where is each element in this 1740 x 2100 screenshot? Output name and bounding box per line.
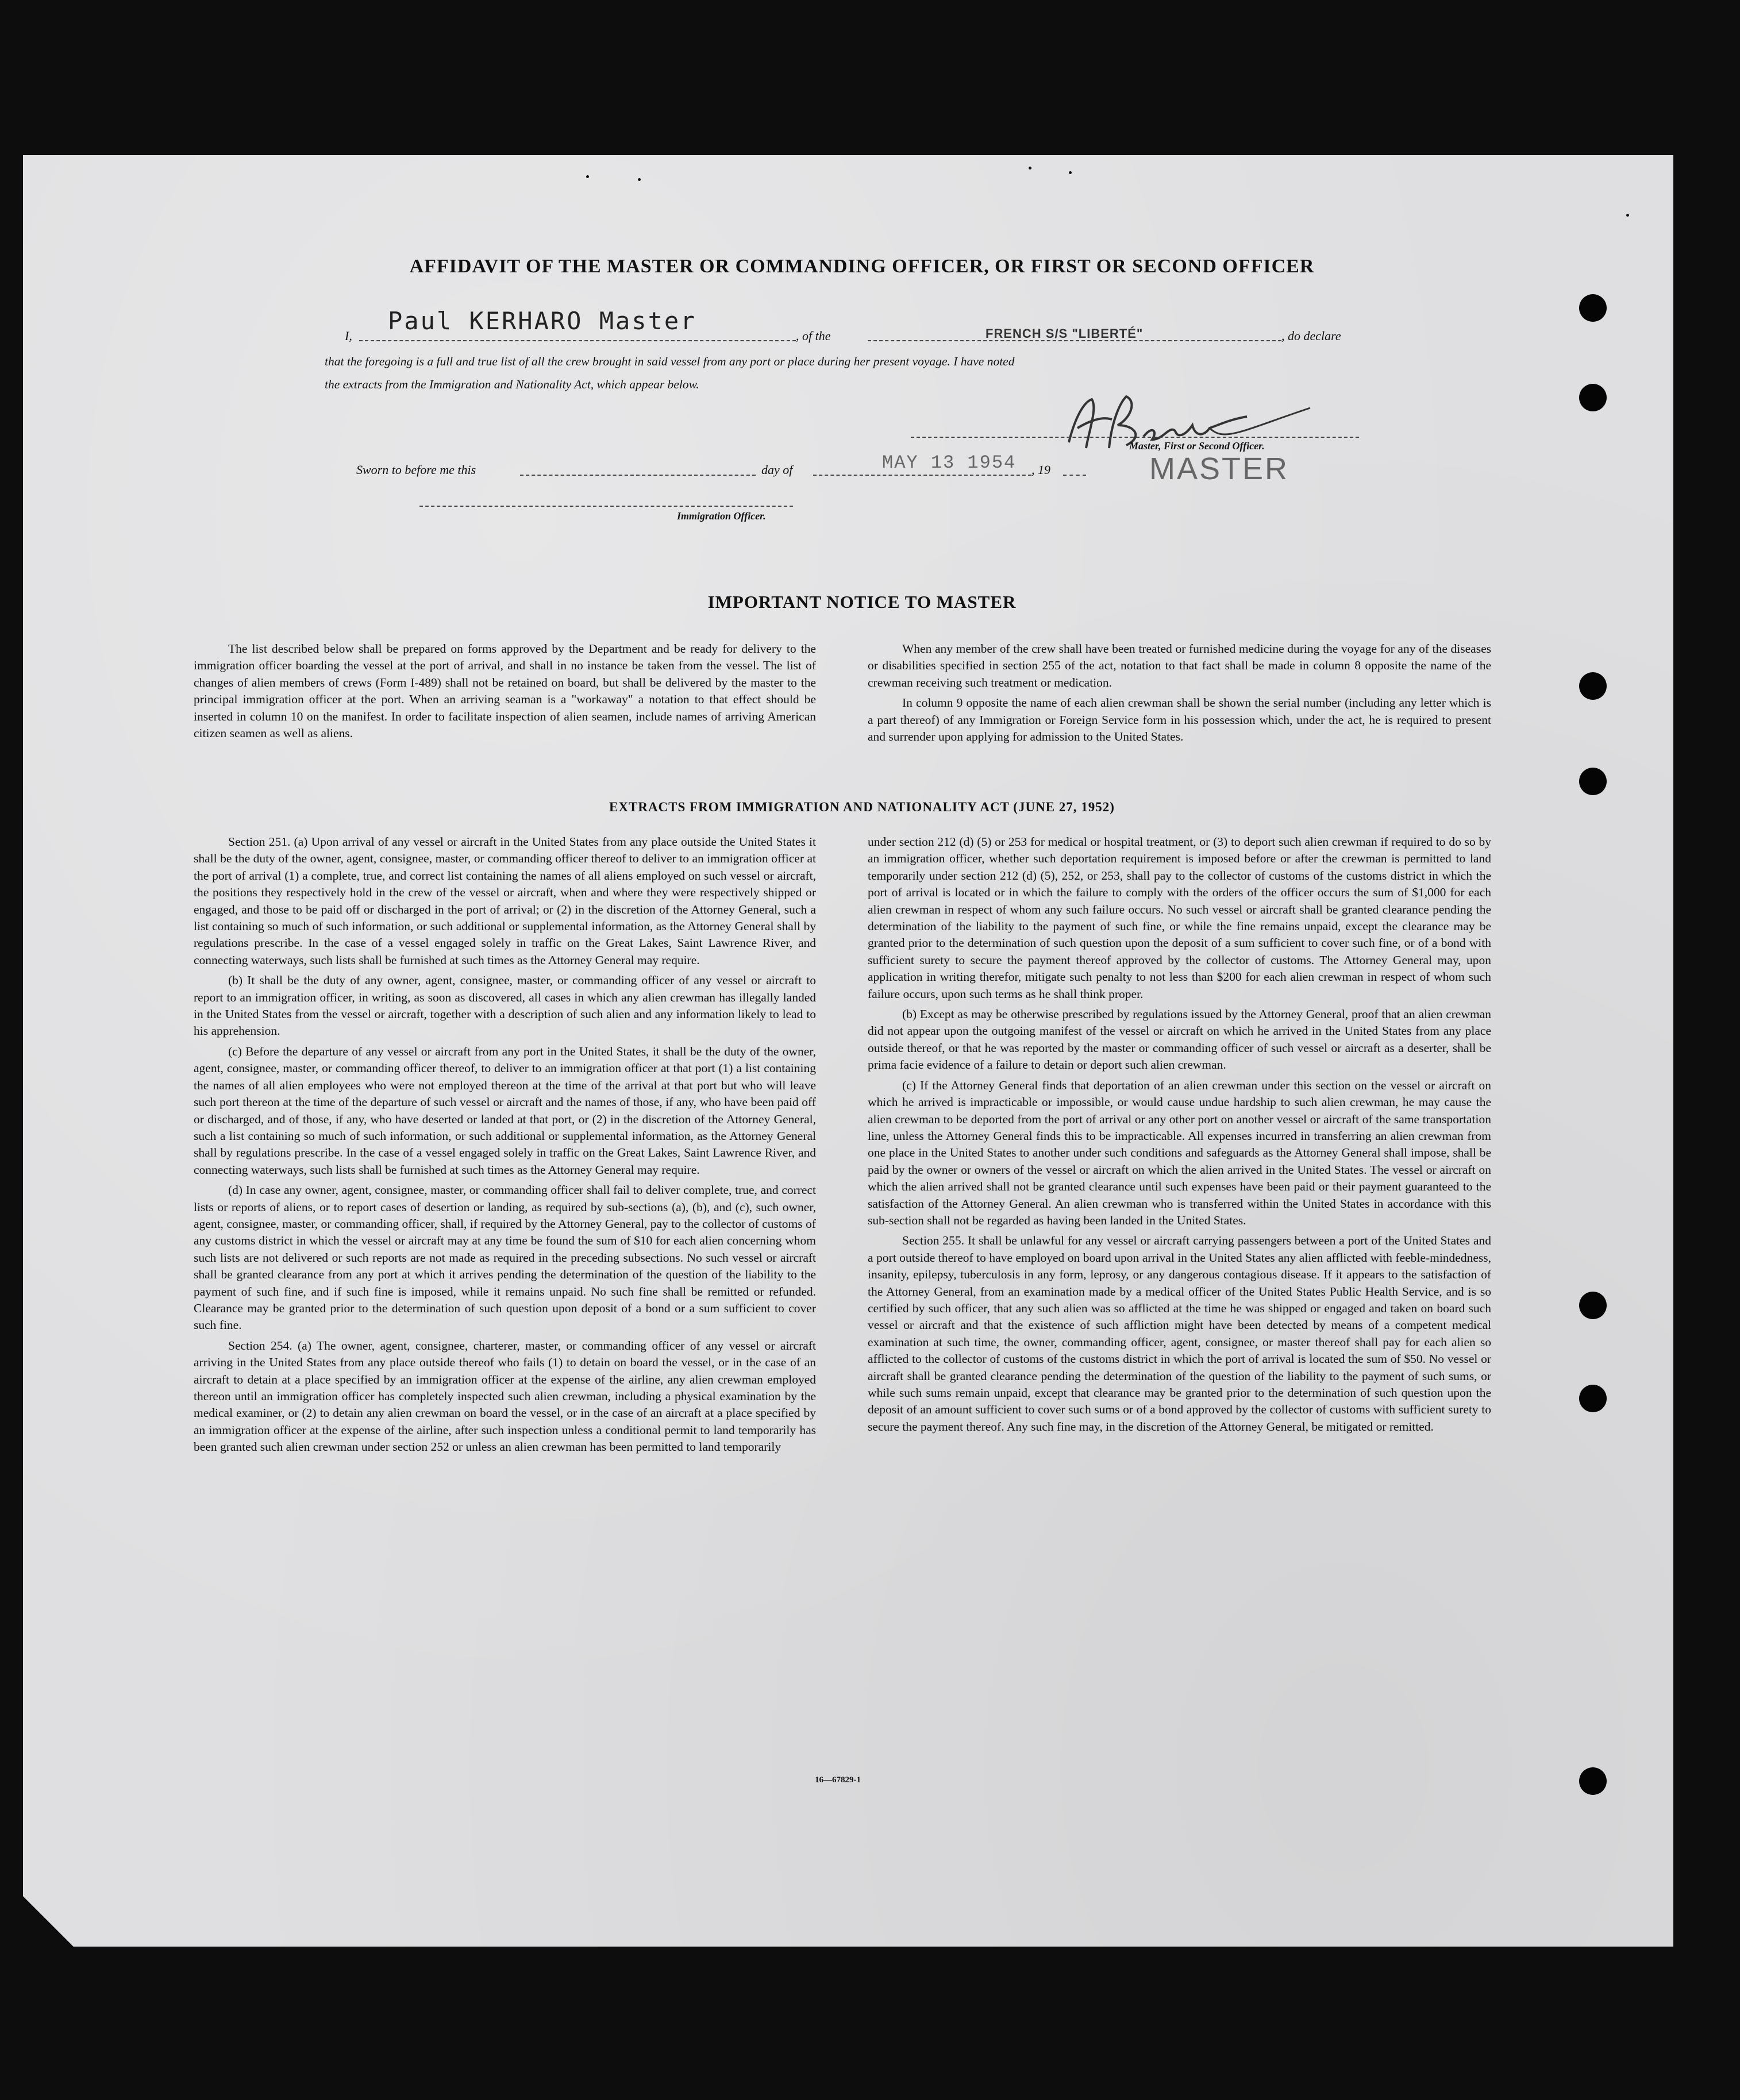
i-label: I, (345, 329, 352, 343)
speck (638, 178, 641, 181)
affidavit-title: AFFIDAVIT OF THE MASTER OR COMMANDING OFFICER, OR FIRST OR SECOND OFFICER (409, 256, 1315, 277)
punch-hole (1579, 768, 1607, 795)
year-label: , 19 (1031, 463, 1050, 477)
speck (586, 175, 589, 178)
extract-paragraph: (c) If the Attorney General finds that deportation of an alien crewman under this section on the vessel or aircraft on which he arrived is impracticable or impossible, or would cause undue hardship to such alien crewman, he may cause the alien crewman to be deported from the port of arrival or any other port on another vessel or aircraft of the same transportation line, unless the Attorney General finds this to be impracticable. All expenses incurred in transferring an alien crewman from one place in the United States to another under such conditions and safeguards as the Attorney General shall impose, shall be paid by the owner or owners of the vessel or aircraft on which the alien arrived in the United States. The vessel or aircraft on which the alien arrived shall not be granted clearance until such expenses have been paid or their payment guaranteed to the satisfaction of the Attorney General. An alien crewman who is transferred within the United States in accordance with this sub-section shall not be regarded as having been landed in the United States. (868, 1078, 1491, 1227)
statement-line-2: the extracts from the Immigration and Nationality Act, which appear below. (325, 377, 699, 391)
extract-paragraph: Section 255. It shall be unlawful for any vessel or aircraft carrying passengers between a port of the United States and a port outside thereof to have employed on board upon arrival in the United States any alien afflicted with feeble-mindedness, insanity, epilepsy, tuberculosis in any form, leprosy, or any dangerous contagious disease. If it appears to the satisfaction of the Attorney General, from an examination made by a medical officer of the United States Public Health Service, and is so certified by such officer, that any such alien was so afflicted at the time he was shipped or engaged and taken on board such vessel or aircraft and that the existence of such affliction might have been detected by means of a competent medical examination at such time, the owner, commanding officer, agent, consignee, or master thereof shall pay for each alien so afflicted to the collector of customs of the customs district in which the port of arrival is located the sum of $50. No vessel or aircraft shall be granted clearance pending the determination of the question of the liability to the payment of such sums, or while such sums remain unpaid, except that clearance may be granted prior to the determination of such question upon the deposit of an amount sufficient to cover such sums or of a bond approved by the collector of customs with sufficient surety to secure the payment thereof. Any such fine may, in the discretion of the Attorney General, be mitigated or remitted. (868, 1234, 1491, 1434)
extract-paragraph: (d) In case any owner, agent, consignee, master, or commanding officer shall fail to deliver complete, true, and correct lists or reports of aliens, or to report cases of desertion or landing, as required by sub-sections (a), (b), and (c), such owner, agent, consignee, master, or commanding officer, shall, if required by the Attorney General, pay to the collector of customs of any customs district in which the vessel or aircraft may at any time be found the sum of $10 for each alien concerning whom such lists are not delivered or such reports are not made as required in the preceding subsections. No such vessel or aircraft shall be granted clearance from any port at which it arrives pending the determination of the question of the liability to the payment of such fine, and if such fine is imposed, while it remains unpaid. No such fine shall be remitted or refunded. Clearance may be granted prior to the determination of such question upon deposit of a bond or a sum sufficient to cover such fine. (194, 1183, 816, 1332)
extract-paragraph: Section 251. (a) Upon arrival of any vessel or aircraft in the United States from any place outside the United States it shall be the duty of the owner, agent, consignee, master, or commanding officer thereof to deliver to an immigration officer at the port of arrival (1) a complete, true, and correct list containing the names of all aliens employed on such vessel or aircraft, the positions they respectively hold in the crew of the vessel or aircraft, when and where they were respectively shipped or engaged, and those to be paid off or discharged in the port of arrival; or (2) in the discretion of the Attorney General, such a list containing so much of such information, or such additional or supplemental information, as the Attorney General shall by regulations prescribe. In the case of a vessel engaged solely in traffic on the Great Lakes, Saint Lawrence River, and connecting waterways, such lists shall be furnished at such times as the Attorney General may require. (194, 835, 816, 967)
punch-hole (1579, 294, 1607, 322)
year-line (1063, 475, 1086, 476)
signature-caption: Master, First or Second Officer. (1129, 440, 1265, 452)
sworn-day-line (520, 475, 756, 476)
folded-corner (23, 1896, 75, 1948)
punch-hole (1579, 1292, 1607, 1319)
punch-hole (1579, 672, 1607, 700)
notice-title: IMPORTANT NOTICE TO MASTER (707, 592, 1017, 612)
form-code: 16—67829-1 (815, 1775, 861, 1785)
signature-line (911, 437, 1359, 438)
month-line (813, 475, 1031, 476)
vessel-name: FRENCH S/S "LIBERTÉ" (986, 326, 1144, 341)
of-the-label: , of the (796, 329, 831, 343)
statement-line-1: that the foregoing is a full and true list of all the crew brought in said vessel from any port or place during her present voyage. I have noted (325, 355, 1015, 368)
sworn-label: Sworn to before me this (356, 463, 476, 477)
speck (1069, 171, 1072, 174)
do-declare-label: , do declare (1281, 329, 1341, 343)
notice-left (194, 641, 816, 742)
notice-right (868, 641, 1491, 745)
extract-paragraph: under section 212 (d) (5) or 253 for medical or hospital treatment, or (3) to deport such alien crewman if required to do so by an immigration officer, whether such deportation requirement is imposed before or after the crewman is permitted to land temporarily under section 212 (d) (5), 252, or 253, shall pay to the collector of customs of the customs district in which the port of arrival is located or in which the failure to comply with the orders of the officer occurs the sum of $1,000 for each alien crewman in respect of whom any such failure occurs. No such vessel or aircraft shall be granted clearance pending the determination of the liability to the payment of such fine, or while the fine remains unpaid, except the clearance may be granted prior to the determination of such question upon the deposit of a sum sufficient to cover such fine, or of a bond with sufficient surety to secure the payment thereof approved by the collector of customs. The Attorney General may, upon application in writing therefor, mitigate such penalty to not less than $200 for each alien crewman in respect of whom such failure occurs, upon such terms as he shall think proper. (868, 835, 1491, 1001)
punch-hole (1579, 384, 1607, 411)
officer-line (419, 506, 793, 507)
name-line (359, 340, 796, 341)
notice-right-paragraph-1: When any member of the crew shall have been treated or furnished medicine during the voyage for any of the diseases or disabilities specified in section 255 of the act, notation to that fact shall be made in column 8 opposite the name of the crewman receiving such treatment or medication. (868, 642, 1491, 689)
extracts-title: EXTRACTS FROM IMMIGRATION AND NATIONALITY ACT (JUNE 27, 1952) (609, 800, 1115, 814)
extracts-left-column (194, 834, 816, 1456)
speck (1626, 214, 1629, 217)
officer-caption: Immigration Officer. (677, 510, 766, 522)
extract-paragraph: (b) Except as may be otherwise prescribed by regulations issued by the Attorney General, proof that an alien crewman did not appear upon the outgoing manifest of the vessel or aircraft on which he arrived in the United States from any place outside thereof, or that he was reported by the master or commanding officer of such vessel or aircraft as a deserter, shall be prima facie evidence of a failure to detain or deport such alien crewman. (868, 1007, 1491, 1072)
master-name: Paul KERHARO Master (388, 307, 697, 335)
master-stamp: MASTER (1149, 452, 1289, 486)
extract-paragraph: (b) It shall be the duty of any owner, agent, consignee, master, or commanding officer of any vessel or aircraft to report to an immigration officer, in writing, as soon as discovered, all cases in which any alien crewman has illegally landed in the United States from the vessel or aircraft, together with a description of such alien and any information likely to lead to his apprehension. (194, 973, 816, 1038)
punch-hole (1579, 1385, 1607, 1412)
speck (1029, 167, 1031, 169)
extracts-right-column (868, 834, 1491, 1435)
extract-paragraph: (c) Before the departure of any vessel or aircraft from any port in the United States, it shall be the duty of the owner, agent, consignee, master, or commanding officer thereof, to deliver to an immigration officer at that port (1) a list containing the names of all alien employees who were not employed thereon at the time of the arrival at that port but who will leave such port thereon at the time of the departure of such vessel or aircraft and the names of those, if any, who have been paid off or discharged, and of those, if any, who have deserted or landed at that port, or (2) in the discretion of the Attorney General, such a list containing so much of such information, or such additional or supplemental information, as the Attorney General shall by regulations prescribe. In the case of a vessel engaged solely in traffic on the Great Lakes, Saint Lawrence River, and connecting waterways, such lists shall be furnished at such times as the Attorney General may require. (194, 1044, 816, 1177)
notice-left-paragraph: The list described below shall be prepared on forms approved by the Department and be ready for delivery to the immigration officer boarding the vessel at the port of arrival, and shall in no instance be taken from the vessel. The list of changes of alien members of crews (Form I-489) shall not be retained on board, but shall be delivered by the master to the principal immigration officer at the port. When an arriving seaman is a "workaway" a notation to that effect should be inserted in column 10 on the manifest. In order to facilitate inspection of alien seamen, include names of arriving American citizen seamen as well as aliens. (194, 642, 816, 741)
day-of-label: day of (761, 463, 793, 477)
notice-right-paragraph-2: In column 9 opposite the name of each alien crewman shall be shown the serial number (including any letter which is a part thereof) of any Immigration or Foreign Service form in his possession which, under the act, he is required to present and surrender upon applying for admission to the United States. (868, 696, 1491, 744)
punch-hole (1579, 1767, 1607, 1795)
extract-paragraph: Section 254. (a) The owner, agent, consignee, charterer, master, or commanding officer of any vessel or aircraft arriving in the United States from any place outside thereof who fails (1) to detain on board the vessel, or in the case of an aircraft to detain at a place specified by an immigration officer at the expense of the airline, any alien crewman employed thereon until an immigration officer has completely inspected such alien crewman, including a physical examination by the medical examiner, or (2) to detain any alien crewman on board the vessel, or in the case of an aircraft at a place specified by an immigration officer at the expense of the airline, after such inspection unless a conditional permit to land temporarily has been granted such alien crewman under section 252 or unless an alien crewman has been permitted to land temporarily (194, 1338, 816, 1454)
date-stamp: MAY 13 1954 (882, 452, 1017, 473)
